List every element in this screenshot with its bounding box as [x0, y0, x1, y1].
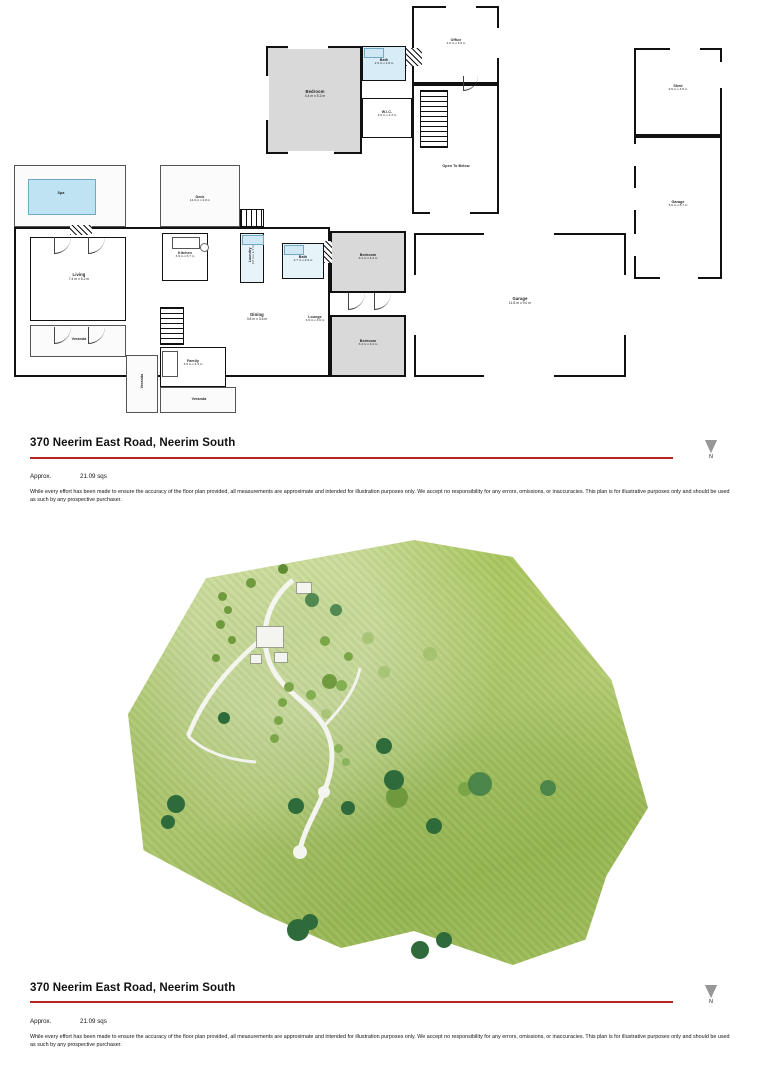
approx-label-top: Approx. — [30, 473, 52, 480]
room-veranda-side-label: Veranda — [139, 373, 144, 389]
shrub-markers — [128, 540, 648, 965]
window-garage-g-top — [484, 231, 554, 236]
page-title-top: 370 Neerim East Road, Neerim South — [30, 437, 236, 449]
room-bedroom-upper — [266, 46, 362, 154]
room-wic — [362, 98, 412, 138]
approx-value-top: 21.09 sqs — [80, 473, 107, 480]
divider-top — [30, 457, 673, 459]
room-garage-ground-label: Garage 11.8 m x 9.0 m — [508, 296, 532, 305]
window-garage-g-bottom — [484, 374, 554, 379]
room-shed-label: Shed 9.5 m x 3.8 m — [668, 84, 688, 92]
room-bath-ground-label: Bath 2.7 m x 2.9 m — [293, 255, 313, 263]
room-bedroom-ground-1-label: Bedroom 3.4 m x 4.2 m — [358, 253, 378, 261]
room-deck-label: Deck 14.0 m x 4.8 m — [189, 195, 211, 203]
window-bedroom-bottom — [288, 151, 334, 156]
room-kitchen-label: Kitchen 3.9 m x 5.7 m — [175, 251, 195, 259]
north-arrow-icon — [705, 985, 717, 998]
room-wic-label: W.I.C. 2.9 m x 2.3 m — [377, 110, 397, 118]
north-indicator-bottom — [700, 985, 722, 1005]
deck-steps — [240, 209, 264, 227]
room-dining-label: Dining 3.8 m x 3.6 m — [246, 312, 268, 321]
north-label-top: N — [709, 454, 713, 460]
approx-label-bottom: Approx. — [30, 1018, 52, 1025]
window-office-right — [496, 28, 501, 58]
room-bedroom-ground-1 — [330, 231, 406, 293]
room-veranda-left-label: Veranda — [71, 337, 87, 341]
north-indicator-top — [700, 440, 722, 460]
disclaimer-bottom: While every effort has been made to ensure the accuracy of the floor plan provided, all measurements are approximate and intended for illustration purposes only. We accept no responsibility for any errors, omissions, or inaccuracies. This plan is for illustrative purposes only and should be used as such by any prospective purchaser. — [30, 1034, 730, 1048]
site-plan — [128, 540, 648, 965]
north-arrow-icon — [705, 440, 717, 453]
room-bedroom-ground-2-label: Bedroom 3.4 m x 4.2 m — [358, 339, 378, 347]
window-garage-bottom — [660, 276, 698, 281]
room-garage-upper-label: Garage 5.5 m x 8.7 m — [668, 200, 688, 208]
bath-tub-ground — [284, 245, 304, 255]
staircase-ground — [160, 307, 184, 345]
window-shed-right — [719, 62, 724, 88]
room-bedroom-upper-label: Bedroom 4.4 m x 5.2 m — [304, 89, 326, 98]
page-title-bottom: 370 Neerim East Road, Neerim South — [30, 982, 236, 994]
kitchen-island — [172, 237, 200, 249]
window-bedroom-top — [288, 44, 328, 49]
shed-garage-plan — [634, 48, 729, 280]
window-office-top — [446, 4, 476, 9]
hatch-bedroom-right — [324, 241, 332, 263]
disclaimer-top: While every effort has been made to ensure the accuracy of the floor plan provided, all measurements are approximate and intended for illustration purposes only. We accept no responsibility for any errors, omissions, or inaccuracies. This plan is for illustrative purposes only and should be used as such by any prospective purchaser. — [30, 489, 730, 503]
window-bedroom-left — [264, 76, 269, 120]
divider-bottom — [30, 1001, 673, 1003]
room-bath-upper-label: Bath 2.9 m x 1.8 m — [374, 58, 394, 66]
room-shed — [634, 48, 722, 136]
room-lounge-label: Lounge 3.9 m x 3.6 m — [305, 315, 325, 323]
room-veranda-lower-label: Veranda — [191, 397, 207, 401]
approx-value-bottom: 21.09 sqs — [80, 1018, 107, 1025]
laundry-trough — [242, 235, 264, 245]
door-bedroom-g2 — [374, 293, 391, 310]
window-garage-g-left — [412, 275, 417, 335]
window-garage-left-1 — [632, 144, 637, 166]
family-fixture — [162, 351, 178, 377]
window-garage-g-right — [623, 275, 628, 335]
room-open-to-below-label: Open To Below — [442, 164, 470, 168]
room-living-label: Living 7.4 m x 5.2 m — [68, 272, 90, 281]
north-label-bottom: N — [709, 999, 713, 1005]
kitchen-sink — [200, 243, 209, 252]
ground-floor-plan — [14, 165, 634, 430]
room-family-label: Family 3.9 m x 4.3 m — [183, 359, 203, 367]
window-shed-top — [670, 46, 700, 51]
stair-hatch-upper — [406, 48, 422, 66]
room-office-label: Office 4.0 m x 3.6 m — [446, 38, 466, 46]
room-laundry-label: Laundry 3.2 m x 1.7 m — [248, 245, 256, 265]
bathtub-fixture — [364, 48, 384, 58]
spa-water — [28, 179, 96, 215]
spa-label: Spa — [57, 191, 65, 195]
fireplace-hatch — [70, 225, 92, 235]
door-bedroom-g1 — [348, 293, 365, 310]
staircase-upper — [420, 90, 448, 148]
